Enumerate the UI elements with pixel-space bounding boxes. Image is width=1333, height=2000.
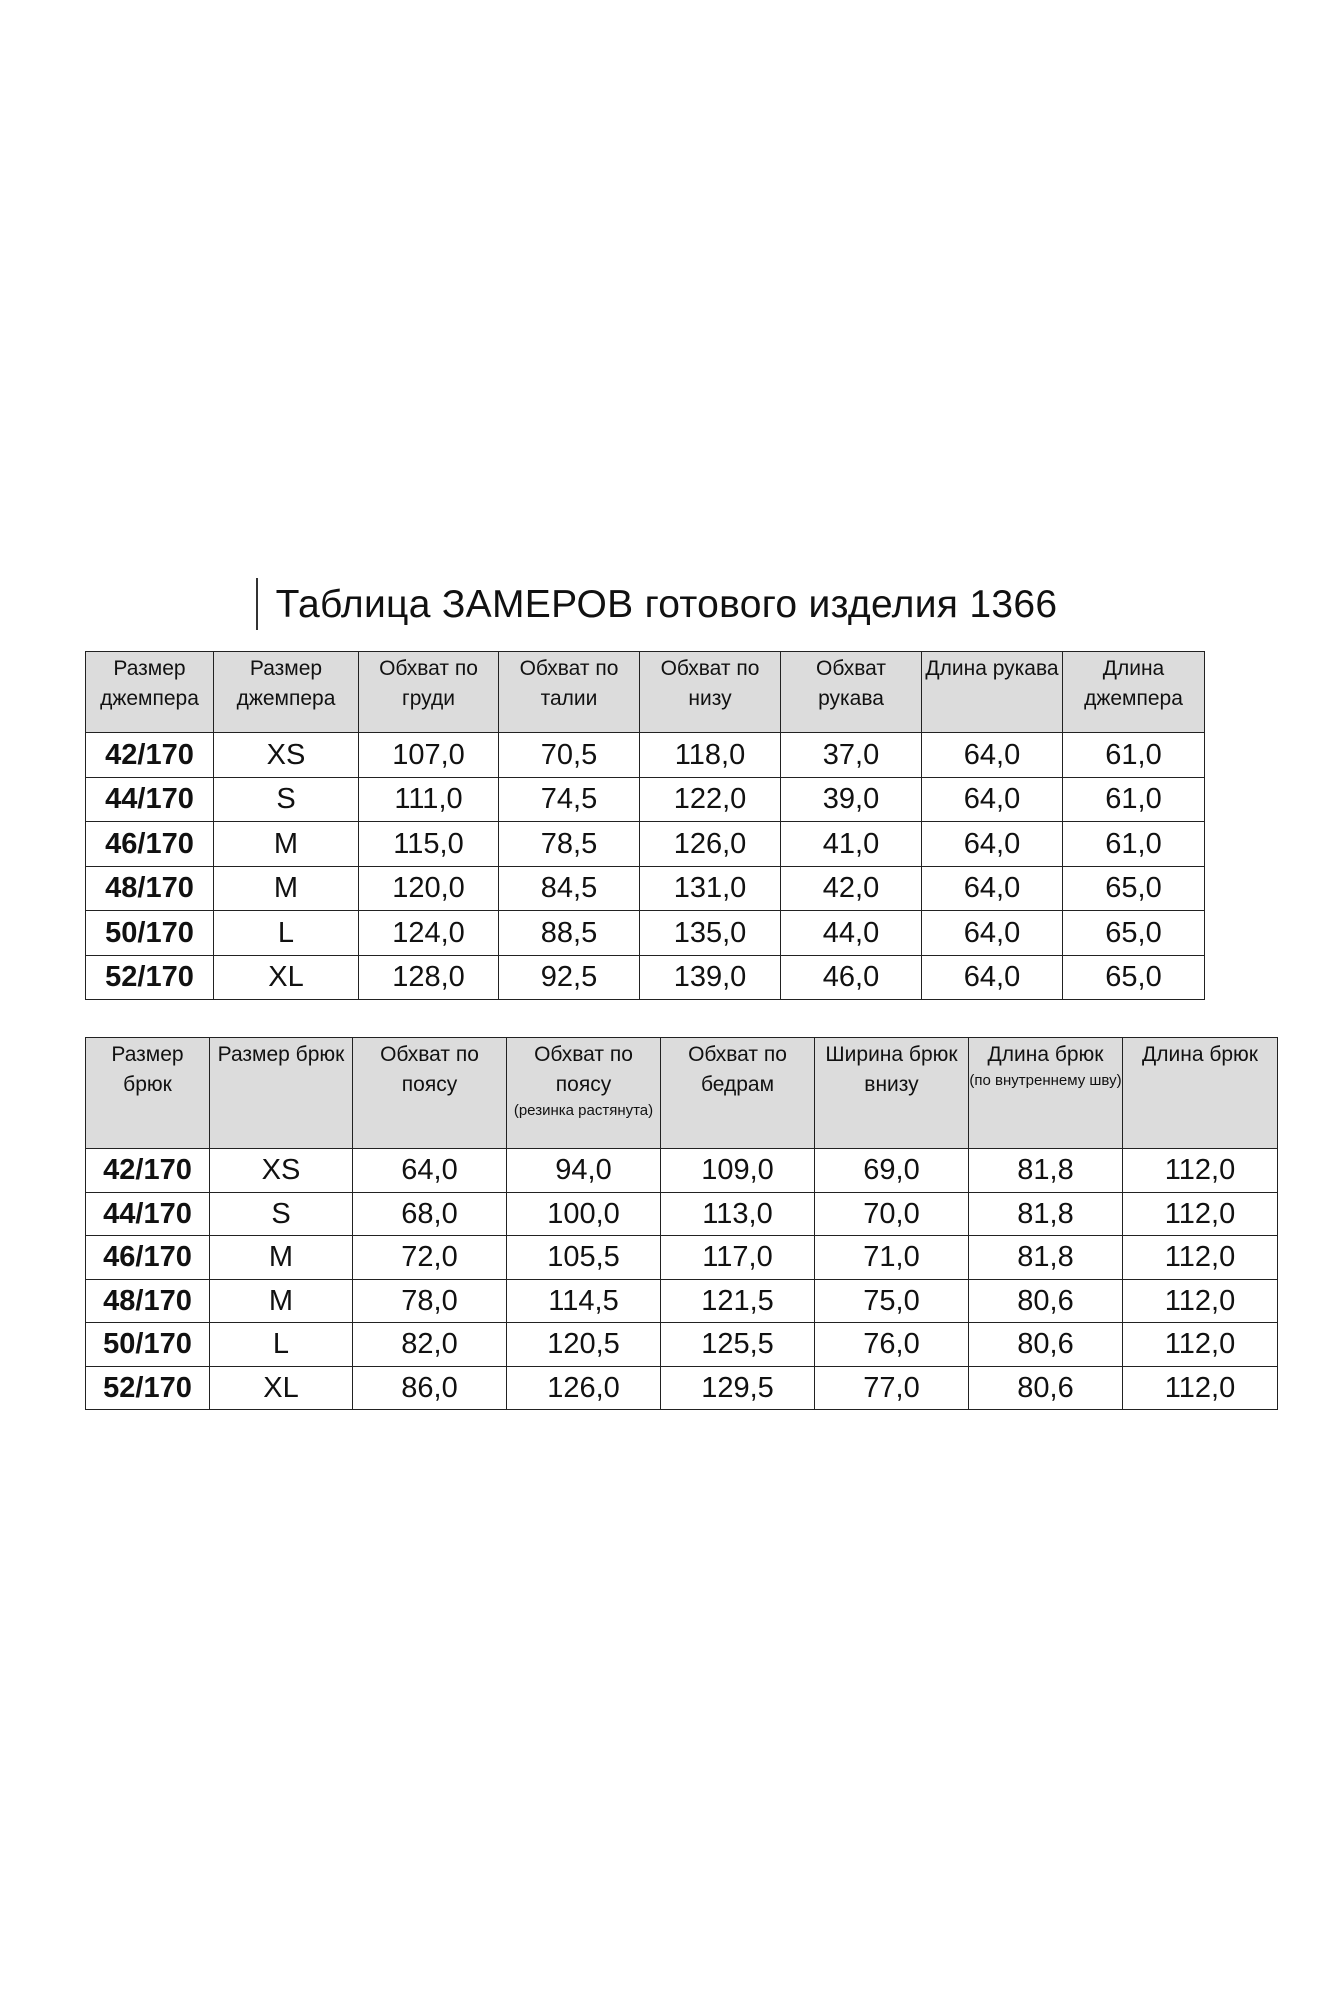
size-label-cell: 48/170 — [86, 1279, 210, 1323]
column-header — [86, 1038, 210, 1149]
size-label-cell: 48/170 — [86, 866, 214, 911]
size-label-cell: 50/170 — [86, 1323, 210, 1367]
page-title: Таблица ЗАМЕРОВ готового изделия 1366 — [275, 583, 1058, 626]
table-cell: 117,0 — [661, 1236, 815, 1280]
column-header-note: (по внутреннему шву) — [969, 1072, 1122, 1089]
size-label-cell: 44/170 — [86, 1192, 210, 1236]
table-cell: 41,0 — [781, 822, 922, 867]
table-cell: 76,0 — [815, 1323, 969, 1367]
size-label-cell: 42/170 — [86, 1149, 210, 1193]
table-cell: 109,0 — [661, 1149, 815, 1193]
jumper-measurements-table — [85, 651, 1205, 1000]
column-header-label: Обхват по бедрам — [688, 1043, 787, 1096]
column-header — [815, 1038, 969, 1149]
table-cell: 64,0 — [922, 955, 1063, 1000]
table-cell: 65,0 — [1063, 911, 1205, 956]
table-cell: 71,0 — [815, 1236, 969, 1280]
table-row — [86, 1236, 1278, 1280]
table-cell: 129,5 — [661, 1366, 815, 1410]
table-cell: 118,0 — [640, 733, 781, 778]
table-cell: 64,0 — [922, 777, 1063, 822]
table-cell: 125,5 — [661, 1323, 815, 1367]
table-cell: 112,0 — [1123, 1236, 1278, 1280]
table-row — [86, 1192, 1278, 1236]
table-cell: 86,0 — [353, 1366, 507, 1410]
table-row — [86, 822, 1205, 867]
size-label-cell: 46/170 — [86, 822, 214, 867]
table-cell: 112,0 — [1123, 1279, 1278, 1323]
table-cell: 111,0 — [359, 777, 499, 822]
table-cell: M — [214, 866, 359, 911]
table-cell: 107,0 — [359, 733, 499, 778]
table-cell: 69,0 — [815, 1149, 969, 1193]
table-row — [86, 1366, 1278, 1410]
table-row — [86, 1323, 1278, 1367]
table-cell: 126,0 — [507, 1366, 661, 1410]
table-cell: 121,5 — [661, 1279, 815, 1323]
column-header-label: Размер брюк — [217, 1043, 345, 1066]
table-cell: S — [210, 1192, 353, 1236]
table-cell: 65,0 — [1063, 866, 1205, 911]
column-header — [640, 652, 781, 733]
header-row — [86, 652, 1205, 733]
size-label-cell: 52/170 — [86, 955, 214, 1000]
table-cell: 70,5 — [499, 733, 640, 778]
table-cell: 113,0 — [661, 1192, 815, 1236]
table-cell: 124,0 — [359, 911, 499, 956]
table-cell: 115,0 — [359, 822, 499, 867]
table-cell: 64,0 — [922, 911, 1063, 956]
column-header-label: Ширина брюк внизу — [825, 1043, 958, 1096]
table-cell: 78,5 — [499, 822, 640, 867]
column-header-label: Размер джемпера — [236, 657, 336, 710]
column-header-label: Обхват по низу — [660, 657, 760, 710]
column-header-label: Обхват по талии — [519, 657, 619, 710]
table-cell: 80,6 — [969, 1323, 1123, 1367]
table-row — [86, 955, 1205, 1000]
table-row — [86, 777, 1205, 822]
table-cell: XL — [214, 955, 359, 1000]
table-cell: 78,0 — [353, 1279, 507, 1323]
table-cell: 92,5 — [499, 955, 640, 1000]
table-cell: 70,0 — [815, 1192, 969, 1236]
table-row — [86, 1149, 1278, 1193]
table-cell: 128,0 — [359, 955, 499, 1000]
column-header-note: (резинка растянута) — [513, 1102, 654, 1119]
table-cell: L — [214, 911, 359, 956]
column-header-label: Обхват по поясу — [534, 1043, 633, 1096]
header-row — [86, 1038, 1278, 1149]
table-cell: XL — [210, 1366, 353, 1410]
table-cell: 64,0 — [922, 733, 1063, 778]
table-row — [86, 866, 1205, 911]
table-cell: 139,0 — [640, 955, 781, 1000]
table-cell: 120,0 — [359, 866, 499, 911]
table-cell: 44,0 — [781, 911, 922, 956]
table-cell: 74,5 — [499, 777, 640, 822]
table-cell: 39,0 — [781, 777, 922, 822]
table-cell: 105,5 — [507, 1236, 661, 1280]
table-cell: XS — [210, 1149, 353, 1193]
table-cell: 80,6 — [969, 1366, 1123, 1410]
column-header-label: Длина брюк — [987, 1043, 1104, 1066]
pants-measurements-table — [85, 1037, 1278, 1410]
table-row — [86, 1279, 1278, 1323]
table-cell: 46,0 — [781, 955, 922, 1000]
column-header-label: Длина джемпера — [1084, 657, 1183, 710]
table-cell: 81,8 — [969, 1236, 1123, 1280]
table-cell: M — [214, 822, 359, 867]
table-cell: 68,0 — [353, 1192, 507, 1236]
column-header — [781, 652, 922, 733]
size-label-cell: 52/170 — [86, 1366, 210, 1410]
column-header — [1123, 1038, 1278, 1149]
column-header-label: Размер брюк — [111, 1043, 184, 1096]
table-cell: 80,6 — [969, 1279, 1123, 1323]
table-cell: 94,0 — [507, 1149, 661, 1193]
size-label-cell: 50/170 — [86, 911, 214, 956]
size-label-cell: 44/170 — [86, 777, 214, 822]
table-cell: 112,0 — [1123, 1323, 1278, 1367]
table-cell: 112,0 — [1123, 1149, 1278, 1193]
column-header — [353, 1038, 507, 1149]
table-cell: L — [210, 1323, 353, 1367]
table-cell: 88,5 — [499, 911, 640, 956]
table-cell: 37,0 — [781, 733, 922, 778]
column-header-label: Длина рукава — [925, 657, 1059, 680]
table-cell: XS — [214, 733, 359, 778]
table-cell: 64,0 — [353, 1149, 507, 1193]
table-cell: M — [210, 1279, 353, 1323]
column-header — [922, 652, 1063, 733]
table-cell: 122,0 — [640, 777, 781, 822]
column-header-label: Обхват по поясу — [380, 1043, 479, 1096]
column-header — [86, 652, 214, 733]
table-cell: 64,0 — [922, 866, 1063, 911]
column-header — [359, 652, 499, 733]
table-cell: S — [214, 777, 359, 822]
column-header — [210, 1038, 353, 1149]
table-cell: 126,0 — [640, 822, 781, 867]
table-row — [86, 733, 1205, 778]
table-cell: 100,0 — [507, 1192, 661, 1236]
table-cell: 120,5 — [507, 1323, 661, 1367]
table-cell: 64,0 — [922, 822, 1063, 867]
table-cell: 81,8 — [969, 1149, 1123, 1193]
table-cell: 42,0 — [781, 866, 922, 911]
table-cell: 61,0 — [1063, 777, 1205, 822]
table-cell: 61,0 — [1063, 822, 1205, 867]
table-row — [86, 911, 1205, 956]
column-header-label: Длина брюк — [1142, 1043, 1258, 1066]
table-cell: 65,0 — [1063, 955, 1205, 1000]
table-cell: 131,0 — [640, 866, 781, 911]
column-header — [1063, 652, 1205, 733]
table-cell: M — [210, 1236, 353, 1280]
column-header — [507, 1038, 661, 1149]
table-cell: 77,0 — [815, 1366, 969, 1410]
size-label-cell: 46/170 — [86, 1236, 210, 1280]
table-cell: 112,0 — [1123, 1366, 1278, 1410]
table-cell: 61,0 — [1063, 733, 1205, 778]
column-header-label: Обхват по груди — [379, 657, 478, 710]
table-cell: 112,0 — [1123, 1192, 1278, 1236]
size-label-cell: 42/170 — [86, 733, 214, 778]
column-header — [214, 652, 359, 733]
table-cell: 75,0 — [815, 1279, 969, 1323]
table-cell: 72,0 — [353, 1236, 507, 1280]
column-header-label: Обхват рукава — [816, 657, 886, 710]
column-header — [499, 652, 640, 733]
table-cell: 81,8 — [969, 1192, 1123, 1236]
column-header-label: Размер джемпера — [100, 657, 199, 710]
column-header — [661, 1038, 815, 1149]
table-cell: 84,5 — [499, 866, 640, 911]
table-cell: 82,0 — [353, 1323, 507, 1367]
table-cell: 114,5 — [507, 1279, 661, 1323]
column-header — [969, 1038, 1123, 1149]
table-cell: 135,0 — [640, 911, 781, 956]
